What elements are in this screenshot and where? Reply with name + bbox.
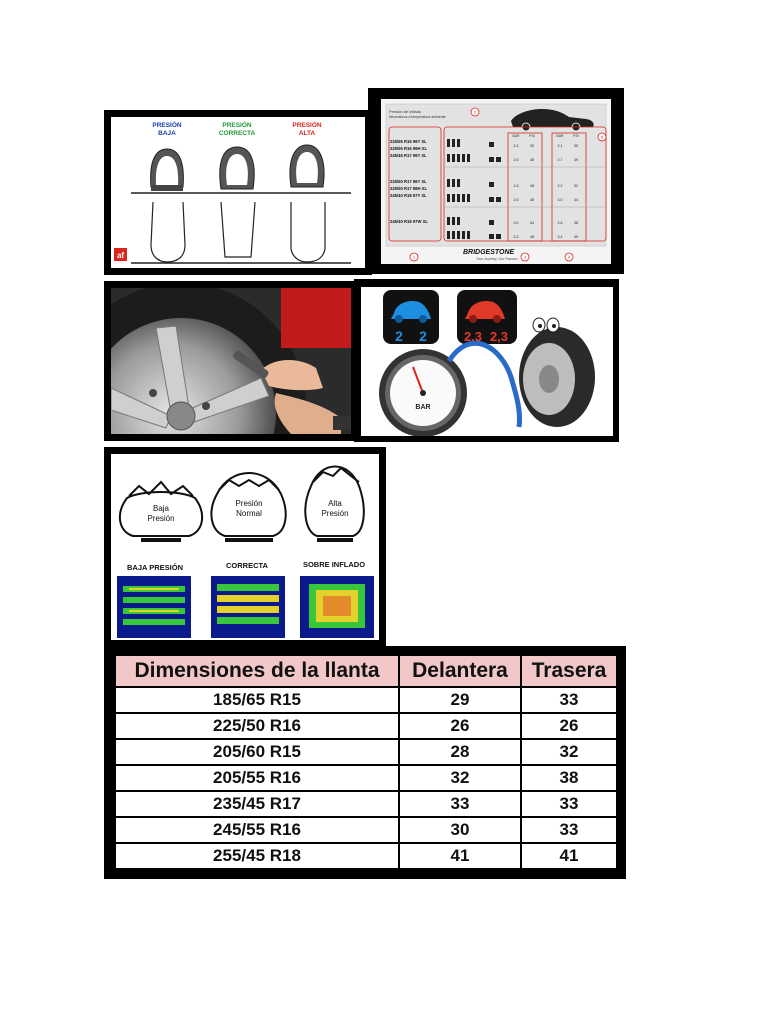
val: 35 xyxy=(530,144,534,148)
val: 3.3 xyxy=(513,235,519,239)
cell-size: 205/60 R15 xyxy=(115,739,399,765)
val: 44 xyxy=(530,221,534,225)
val: 38 xyxy=(530,184,534,188)
cell-rear: 41 xyxy=(521,843,617,869)
cell-front: 29 xyxy=(399,687,521,713)
callout-1: 1 xyxy=(412,254,416,260)
label-correct-1: PRESIÓN xyxy=(222,122,252,129)
val: 2.7 xyxy=(557,158,563,162)
placard-subtitle: Neumáticos a temperatura ambiente xyxy=(389,115,446,119)
val: 2.4 xyxy=(513,144,519,148)
tire-pressure-illustration xyxy=(111,117,365,268)
gauge-unit: BAR xyxy=(415,404,431,411)
table-row xyxy=(115,765,617,791)
pressure-table-panel xyxy=(104,646,626,879)
cell-rear: 33 xyxy=(521,817,617,843)
cell-rear: 38 xyxy=(521,765,617,791)
cell-size: 235/45 R17 xyxy=(115,791,399,817)
col-psi-1: PSI xyxy=(529,134,535,138)
thermo-label-correct: CORRECTA xyxy=(226,561,268,570)
cell-front: 32 xyxy=(399,765,521,791)
val: 38 xyxy=(530,158,534,162)
val: 2.6 xyxy=(513,158,519,162)
val: 44 xyxy=(574,198,578,202)
val: 32 xyxy=(574,184,578,188)
table-row xyxy=(115,843,617,869)
pressure-table xyxy=(114,654,618,870)
thermal-image-correct xyxy=(211,576,285,638)
label-high-2: ALTA xyxy=(298,130,316,137)
cartoon-gauge-panel xyxy=(354,279,619,442)
val: 39 xyxy=(574,158,578,162)
val: 2.6 xyxy=(513,198,519,202)
val: 3.0 xyxy=(557,198,563,202)
size-5: 225/50 R17 98H XL xyxy=(390,186,428,191)
cell-front: 41 xyxy=(399,843,521,869)
val: 48 xyxy=(530,235,534,239)
rear-value-1: 2,3 xyxy=(463,329,483,344)
thermal-image-high xyxy=(300,576,374,638)
val: 2.6 xyxy=(557,221,563,225)
col-bar-1: BAR xyxy=(512,134,520,138)
table-row xyxy=(115,817,617,843)
callout-5: 5 xyxy=(600,134,604,140)
header-front: Delantera xyxy=(399,655,521,687)
cell-rear: 32 xyxy=(521,739,617,765)
size-7: 245/40 R18 97W XL xyxy=(390,219,428,224)
header-dimensions: Dimensiones de la llanta xyxy=(115,655,399,687)
tire-normal-line2: Normal xyxy=(236,509,262,518)
pressure-gauge-icon xyxy=(379,349,467,436)
brand-tagline: Your Journey, Our Passion xyxy=(476,257,518,261)
val: 3.4 xyxy=(557,235,563,239)
val: 2.1 xyxy=(557,144,563,148)
gauge-photo-panel xyxy=(104,281,354,441)
val: 49 xyxy=(574,235,578,239)
tire-shape-panel xyxy=(104,447,386,646)
cell-rear: 26 xyxy=(521,713,617,739)
val: 38 xyxy=(530,198,534,202)
callout-4: 4 xyxy=(567,254,571,260)
profile-high xyxy=(291,202,325,262)
cell-front: 28 xyxy=(399,739,521,765)
tire-correct-icon xyxy=(220,147,254,189)
size-4: 225/50 R17 96Y XL xyxy=(390,179,427,184)
tire-high-line1: Alta xyxy=(328,499,342,508)
size-3: 245/45 R17 99Y XL xyxy=(390,153,427,158)
thermo-label-low: BAJA PRESIÓN xyxy=(127,563,183,572)
col-psi-2: PSI xyxy=(573,134,579,138)
tire-high-line2: Presión xyxy=(321,509,349,518)
logo-text: af xyxy=(116,251,125,260)
bridgestone-placard-panel xyxy=(368,88,624,274)
profile-correct xyxy=(221,202,255,257)
brand-logo: BRIDGESTONE xyxy=(463,249,515,256)
table-row xyxy=(115,687,617,713)
cell-front: 30 xyxy=(399,817,521,843)
cell-front: 33 xyxy=(399,791,521,817)
cell-rear: 33 xyxy=(521,791,617,817)
table-row xyxy=(115,791,617,817)
thermo-label-high: SOBRE INFLADO xyxy=(302,560,366,569)
tire-shape-illustration xyxy=(111,454,379,640)
thermal-image-low xyxy=(117,576,191,638)
val: 2.6 xyxy=(513,184,519,188)
size-1: 225/55 R16 99Y XL xyxy=(390,139,427,144)
label-low-2: BAJA xyxy=(158,130,176,137)
gauge-photo-illustration xyxy=(111,288,351,434)
col-bar-2: BAR xyxy=(556,134,564,138)
tire-low-line2: Presión xyxy=(147,514,175,523)
tire-low-line1: Baja xyxy=(152,504,170,513)
tire-pressure-panel xyxy=(104,110,372,275)
front-value-1: 2 xyxy=(395,328,403,344)
label-low-1: PRESIÓN xyxy=(152,122,182,129)
red-sleeve xyxy=(281,288,351,348)
cell-size: 185/65 R15 xyxy=(115,687,399,713)
placard-title: Presión de inflado xyxy=(389,109,422,114)
placard-illustration xyxy=(381,99,611,264)
profile-low xyxy=(151,202,185,262)
size-2: 225/55 R16 99H XL xyxy=(390,146,428,151)
callout-3: 3 xyxy=(523,254,527,260)
tire-normal-line1: Presión xyxy=(235,499,263,508)
label-high-1: PRESIÓN xyxy=(292,122,322,129)
cell-front: 26 xyxy=(399,713,521,739)
cell-size: 245/55 R16 xyxy=(115,817,399,843)
val: 38 xyxy=(574,221,578,225)
cell-size: 255/45 R18 xyxy=(115,843,399,869)
cartoon-illustration xyxy=(361,287,613,436)
table-header-row xyxy=(115,655,617,687)
val: 3.0 xyxy=(513,221,519,225)
rear-value-2: 2,3 xyxy=(489,329,509,344)
tire-low-icon xyxy=(151,149,184,191)
cell-rear: 33 xyxy=(521,687,617,713)
tire-high-icon xyxy=(290,145,324,187)
table-row xyxy=(115,713,617,739)
val: 2.2 xyxy=(557,184,563,188)
val: 30 xyxy=(574,144,578,148)
cartoon-tire-icon xyxy=(519,318,595,427)
cell-size: 205/55 R16 xyxy=(115,765,399,791)
header-rear: Trasera xyxy=(521,655,617,687)
cell-size: 225/50 R16 xyxy=(115,713,399,739)
size-6: 245/40 R18 97Y XL xyxy=(390,193,427,198)
table-row xyxy=(115,739,617,765)
front-value-2: 2 xyxy=(419,328,427,344)
label-correct-2: CORRECTA xyxy=(218,130,256,137)
callout-2: 2 xyxy=(473,109,477,115)
